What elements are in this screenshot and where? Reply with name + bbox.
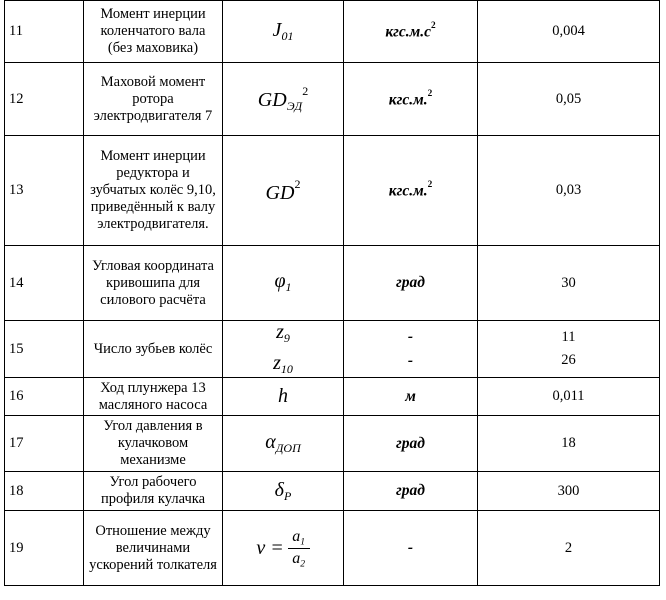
parameter-value: 2: [478, 511, 660, 586]
table-row: [5, 136, 660, 246]
symbol-subscript: 1: [285, 280, 292, 295]
fraction-numerator: $a_1$: [292, 527, 306, 547]
table-row: [5, 511, 660, 586]
table-row: [5, 1, 660, 63]
parameter-unit: -: [344, 511, 478, 586]
fraction-denominator: $a_2$: [292, 549, 306, 570]
parameter-unit: м: [344, 378, 478, 416]
parameter-unit: град: [344, 472, 478, 511]
fraction: [288, 528, 310, 570]
table-row: [5, 63, 660, 136]
symbol-z10: $z_{10}$: [273, 352, 293, 377]
parameter-value: 0,004: [478, 1, 660, 63]
parameter-name: Угловая координата кривошипа для силового расчёта: [84, 246, 223, 321]
table-row: [5, 246, 660, 321]
parameter-value: 30: [478, 246, 660, 321]
parameter-unit: [344, 1, 478, 63]
parameter-symbol: [223, 136, 344, 246]
parameter-symbol: [223, 1, 344, 63]
row-number: 15: [5, 321, 84, 378]
row-number: 11: [5, 1, 84, 63]
parameter-symbol: h: [223, 378, 344, 416]
parameter-name: Ход плунжера 13 масляного насоса: [84, 378, 223, 416]
parameter-unit: [344, 321, 478, 378]
unit-main: кгс.м.: [388, 182, 428, 200]
parameter-name: Отношение между величинами ускорений толкателя: [84, 511, 223, 586]
parameter-unit: [344, 63, 478, 136]
parameter-unit: град: [344, 246, 478, 321]
row-number: 17: [5, 416, 84, 472]
table-row: [5, 472, 660, 511]
parameter-value: 300: [478, 472, 660, 511]
parameter-value: 0,011: [478, 378, 660, 416]
symbol-main: α: [265, 431, 276, 454]
ratio-formula: [256, 528, 309, 570]
table-row: [5, 416, 660, 472]
unit-main: кгс.м.: [388, 91, 428, 109]
parameter-name: Число зубьев колёс: [84, 321, 223, 378]
row-number: 16: [5, 378, 84, 416]
unit-dash: -: [407, 328, 414, 346]
row-number: 13: [5, 136, 84, 246]
unit-superscript: 2: [427, 180, 433, 191]
unit-dash: -: [407, 352, 414, 370]
parameter-symbol: [223, 472, 344, 511]
parameter-symbol: [223, 321, 344, 378]
parameter-unit: град: [344, 416, 478, 472]
parameter-value: [478, 321, 660, 378]
fraction-bar: [288, 548, 310, 549]
parameter-unit: [344, 136, 478, 246]
row-number: 19: [5, 511, 84, 586]
symbol-main: δ: [274, 478, 284, 501]
symbol-superscript: 2: [302, 84, 309, 98]
symbol-subscript: 01: [281, 29, 294, 44]
unit-superscript: 2: [431, 21, 436, 32]
unit-main: кгс.м.с: [385, 23, 432, 41]
parameter-name: Угол рабочего профиля кулачка: [84, 472, 223, 511]
parameter-symbol: [223, 246, 344, 321]
symbol-main: GD: [257, 88, 287, 111]
row-number: 18: [5, 472, 84, 511]
symbol-main: J: [272, 18, 282, 41]
symbol-main: GD: [265, 181, 295, 204]
value-z9: 11: [561, 329, 576, 346]
parameter-name: Маховой момент ротора электродвигателя 7: [84, 63, 223, 136]
parameter-value: 18: [478, 416, 660, 472]
row-number: 14: [5, 246, 84, 321]
parameter-symbol: [223, 511, 344, 586]
symbol-subscript: P: [283, 488, 292, 503]
symbol-z9: $z_9$: [276, 321, 290, 346]
symbol-subscript: ЭД: [286, 98, 303, 113]
parameter-name: Момент инерции коленчатого вала (без маховика): [84, 1, 223, 63]
value-z10: 26: [561, 352, 576, 369]
symbol-subscript: ДОП: [275, 441, 301, 456]
parameter-name: Момент инерции редуктора и зубчатых колёс 9,10, приведённый к валу электродвигателя.: [84, 136, 223, 246]
table-row: [5, 321, 660, 378]
parameter-value: 0,05: [478, 63, 660, 136]
parameter-value: 0,03: [478, 136, 660, 246]
parameters-table: [4, 0, 660, 586]
formula-lhs: ν =: [256, 536, 284, 559]
parameter-name: Угол давления в кулачковом механизме: [84, 416, 223, 472]
unit-superscript: 2: [427, 88, 433, 99]
table-row: [5, 378, 660, 416]
symbol-main: φ: [274, 270, 286, 293]
parameter-symbol: [223, 416, 344, 472]
row-number: 12: [5, 63, 84, 136]
symbol-superscript: 2: [294, 176, 301, 191]
parameter-symbol: [223, 63, 344, 136]
